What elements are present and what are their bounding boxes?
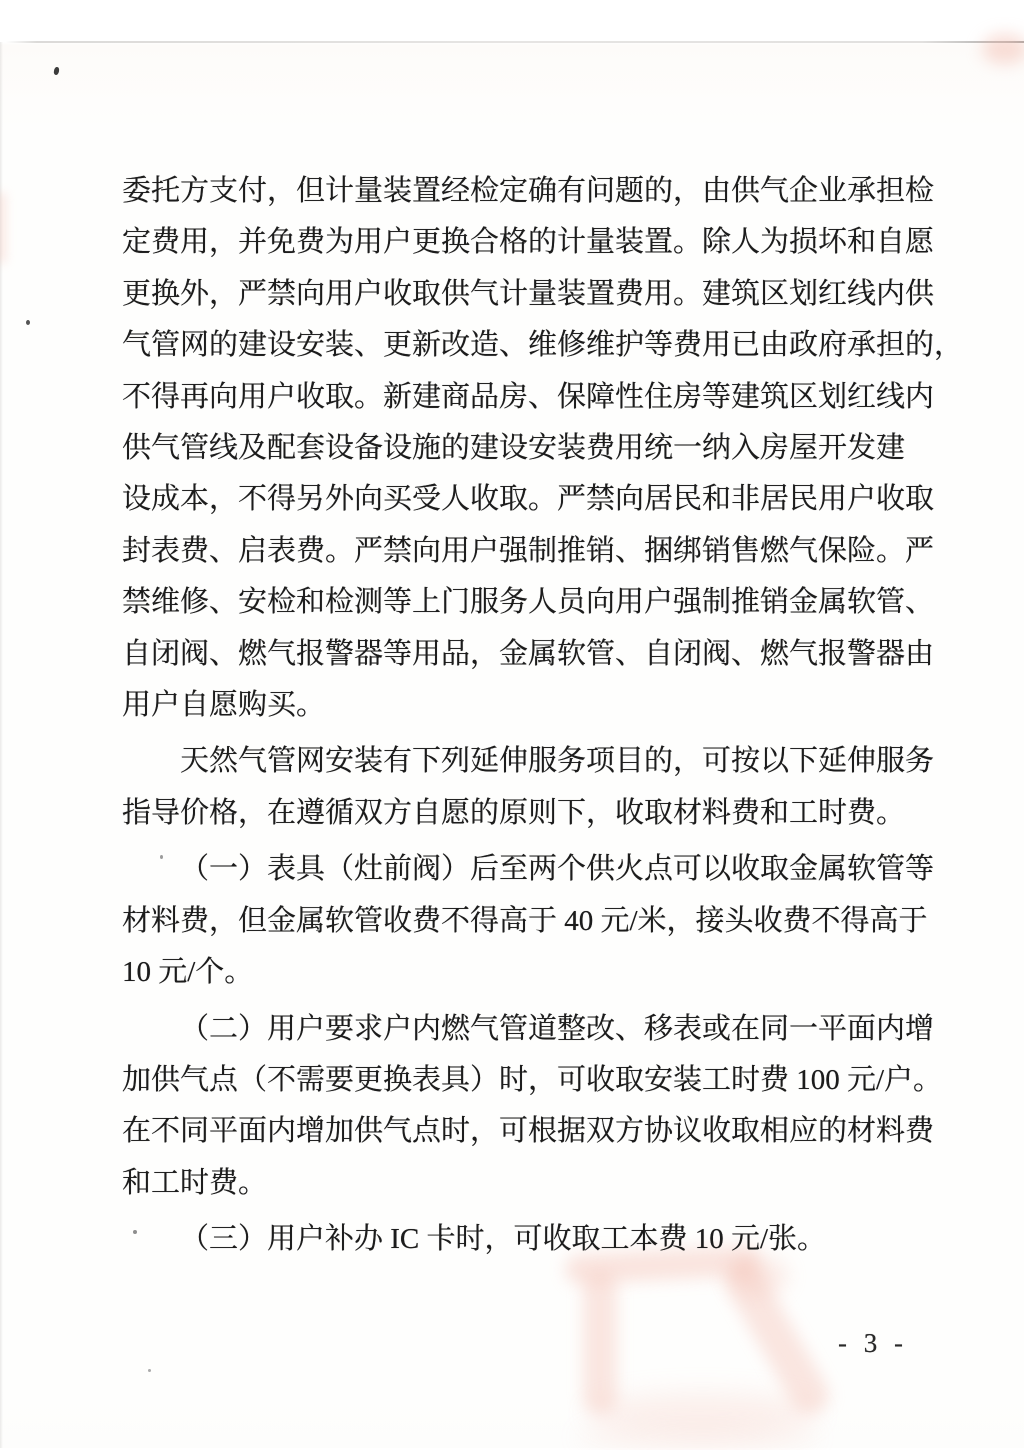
- text-line: 在不同平面内增加供气点时，可根据双方协议收取相应的材料费: [122, 1115, 935, 1148]
- paragraph: [122, 1214, 912, 1265]
- stamp-bleedthrough: [575, 1424, 820, 1450]
- scan-speck: [53, 67, 60, 76]
- text-line: 委托方支付，但计量装置经检定确有问题的，由供气企业承担检: [122, 175, 935, 207]
- text-line: （一）表具（灶前阀）后至两个供火点可以收取金属软管等: [180, 853, 935, 886]
- scan-edge-line: [6, 41, 1024, 43]
- text-line: 10 元/个。: [122, 956, 254, 989]
- body-text: [122, 166, 964, 1266]
- text-line: 不得再向用户收取。新建商品房、保障性住房等建筑区划红线内: [122, 380, 935, 413]
- page-number: - 3 -: [838, 1328, 908, 1358]
- paragraph: [122, 736, 935, 839]
- text-line: 供气管线及配套设备设施的建设安装费用统一纳入房屋开发建: [122, 432, 906, 465]
- scan-speck: [148, 1369, 151, 1372]
- stamp-bleedthrough: [982, 34, 1024, 64]
- text-line: 自闭阀、燃气报警器等用品，金属软管、自闭阀、燃气报警器由: [122, 637, 935, 670]
- text-line: 加供气点（不需要更换表具）时，可收取安装工时费 100 元/户。: [122, 1063, 943, 1096]
- text-line: 定费用，并免费为用户更换合格的计量装置。除人为损坏和自愿: [122, 226, 935, 259]
- text-line: （二）用户要求户内燃气管道整改、移表或在同一平面内增: [180, 1012, 935, 1045]
- text-line: 气管网的建设安装、更新改造、维修维护等费用已由政府承担的，: [122, 329, 964, 362]
- scan-edge-left: [0, 42, 3, 1448]
- stamp-bleedthrough: [588, 1392, 818, 1434]
- paragraph: [122, 166, 964, 731]
- text-line: 禁维修、安检和检测等上门服务人员向用户强制推销金属软管、: [122, 586, 935, 619]
- text-line: 用户自愿购买。: [122, 689, 326, 722]
- text-line: 材料费，但金属软管收费不得高于 40 元/米，接头收费不得高于: [122, 904, 928, 937]
- text-line: （三）用户补办 IC 卡时，可收取工本费 10 元/张。: [180, 1223, 827, 1256]
- text-line: 设成本，不得另外向买受人收取。严禁向居民和非居民用户收取: [122, 483, 935, 516]
- text-line: 封表费、启表费。严禁向用户强制推销、捆绑销售燃气保险。严: [122, 534, 935, 567]
- text-line: 天然气管网安装有下列延伸服务项目的，可按以下延伸服务: [180, 745, 935, 778]
- paragraph: [122, 844, 935, 998]
- paragraph: [122, 1004, 943, 1210]
- text-line: 更换外，严禁向用户收取供气计量装置费用。建筑区划红线内供: [122, 277, 935, 310]
- scan-speck: [26, 320, 30, 325]
- text-line: 和工时费。: [122, 1166, 268, 1199]
- text-line: 指导价格，在遵循双方自愿的原则下，收取材料费和工时费。: [122, 796, 906, 829]
